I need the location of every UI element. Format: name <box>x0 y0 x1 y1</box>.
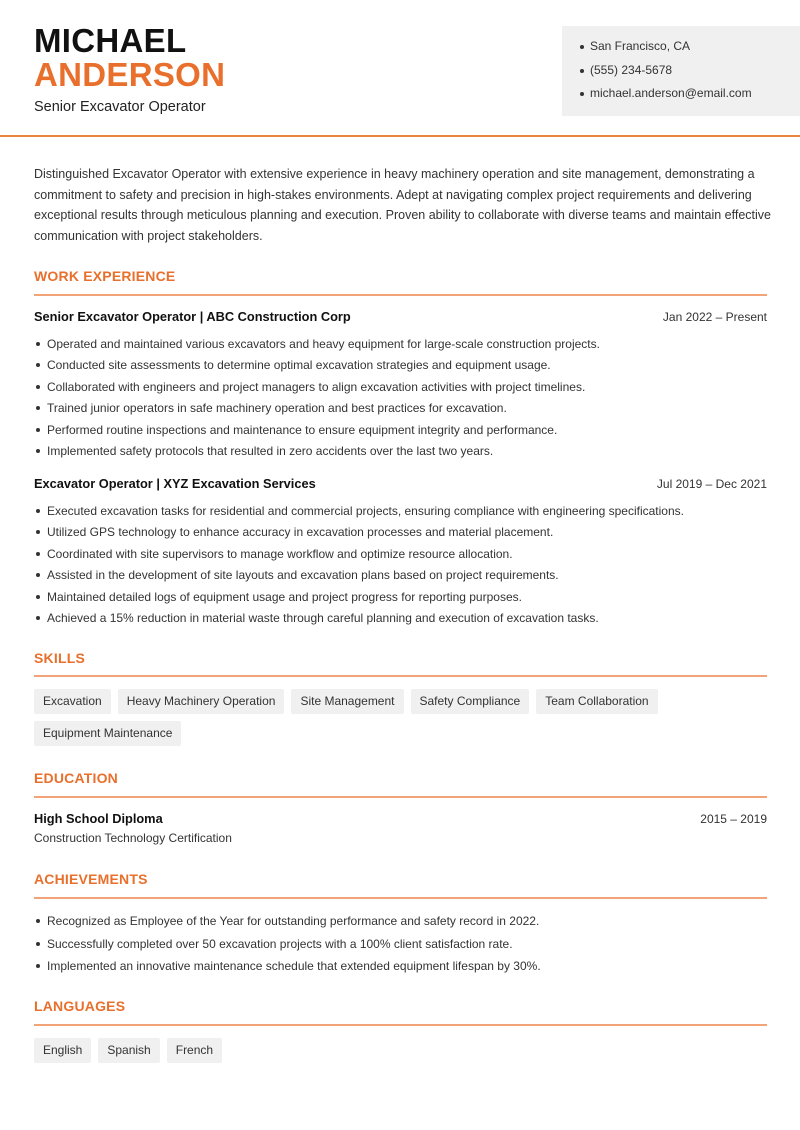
education-detail: Construction Technology Certification <box>34 831 232 845</box>
contact-email[interactable]: michael.anderson@email.com <box>580 85 800 109</box>
resume-header <box>0 0 800 137</box>
contact-phone: (555) 234-5678 <box>580 62 800 86</box>
first-name: MICHAEL <box>34 22 187 59</box>
skill-tag: Heavy Machinery Operation <box>118 689 285 714</box>
section-title-work: WORK EXPERIENCE <box>34 268 176 284</box>
list-item: Coordinated with site supervisors to manage workflow and optimize resource allocation. <box>34 546 774 567</box>
education-dates: 2015 – 2019 <box>700 812 767 826</box>
list-item: Implemented an innovative maintenance schedule that extended equipment lifespan by 30%. <box>34 958 774 981</box>
list-item: Maintained detailed logs of equipment usage and project progress for reporting purposes. <box>34 589 774 610</box>
skill-tag: Site Management <box>291 689 403 714</box>
section-divider <box>34 897 767 899</box>
list-item: Executed excavation tasks for residential and commercial projects, ensuring compliance with engineering specifications. <box>34 503 774 524</box>
skill-tag: Team Collaboration <box>536 689 657 714</box>
list-item: Achieved a 15% reduction in material waste through careful planning and execution of excavation tasks. <box>34 610 774 631</box>
list-item: Performed routine inspections and maintenance to ensure equipment integrity and performance. <box>34 422 774 443</box>
job-header <box>34 476 767 494</box>
summary: Distinguished Excavator Operator with extensive experience in heavy machinery operation and site management, demonstrating a commitment to safety and precision in high-stakes environments. Adept at navigating complex project requirements and delivering exceptional results through meticulous planning and execution. Proven ability to collaborate with diverse teams and maintain effective communication with project stakeholders. <box>34 167 771 243</box>
list-item: Operated and maintained various excavators and heavy equipment for large-scale construction projects. <box>34 336 774 357</box>
degree: High School Diploma <box>34 811 163 826</box>
section-divider <box>34 294 767 296</box>
list-item: Assisted in the development of site layouts and excavation plans based on project requirements. <box>34 567 774 588</box>
section-title-languages: LANGUAGES <box>34 998 126 1014</box>
contact-location: San Francisco, CA <box>580 38 800 62</box>
section-divider <box>34 796 767 798</box>
list-item: Recognized as Employee of the Year for outstanding performance and safety record in 2022. <box>34 913 774 936</box>
language-tag: English <box>34 1038 91 1063</box>
job-bullets <box>34 336 774 464</box>
list-item: Implemented safety protocols that resulted in zero accidents over the last two years. <box>34 443 774 464</box>
language-tag: French <box>167 1038 222 1063</box>
job-header <box>34 309 767 327</box>
job-bullets <box>34 503 774 631</box>
language-tag: Spanish <box>98 1038 159 1063</box>
job-title: Senior Excavator Operator <box>34 99 206 115</box>
education-header <box>34 811 767 829</box>
languages-list <box>34 1038 774 1070</box>
section-divider <box>34 675 767 677</box>
list-item: Trained junior operators in safe machinery operation and best practices for excavation. <box>34 400 774 421</box>
list-item: Utilized GPS technology to enhance accuracy in excavation processes and material placement. <box>34 524 774 545</box>
section-divider <box>34 1024 767 1026</box>
skill-tag: Equipment Maintenance <box>34 721 181 746</box>
skill-tag: Excavation <box>34 689 111 714</box>
last-name: ANDERSON <box>34 56 226 93</box>
list-item: Successfully completed over 50 excavation projects with a 100% client satisfaction rate. <box>34 936 774 959</box>
section-title-education: EDUCATION <box>34 770 118 786</box>
section-title-achievements: ACHIEVEMENTS <box>34 871 148 887</box>
job-title: Senior Excavator Operator | ABC Construction Corp <box>34 309 351 324</box>
skills-list <box>34 689 774 753</box>
list-item: Collaborated with engineers and project managers to align excavation activities with project timelines. <box>34 379 774 400</box>
section-title-skills: SKILLS <box>34 650 85 666</box>
job-title: Excavator Operator | XYZ Excavation Services <box>34 476 316 491</box>
contact-box <box>562 26 800 116</box>
job-dates: Jul 2019 – Dec 2021 <box>656 477 767 491</box>
skill-tag: Safety Compliance <box>411 689 530 714</box>
list-item: Conducted site assessments to determine optimal excavation strategies and equipment usage. <box>34 357 774 378</box>
achievement-list <box>34 913 774 981</box>
job-dates: Jan 2022 – Present <box>662 310 767 324</box>
